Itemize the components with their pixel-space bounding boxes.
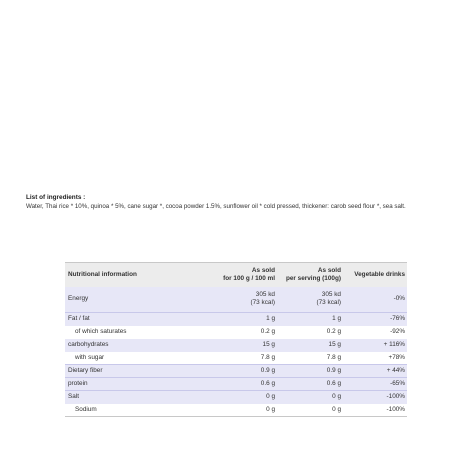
ingredients-title: List of ingredients : xyxy=(26,194,86,201)
row-carbohydrates-per-serving: 15 g xyxy=(328,341,341,348)
table-row xyxy=(65,378,407,391)
row-fiber-per-serving: 0.9 g xyxy=(277,365,343,378)
ingredients-section xyxy=(26,193,466,211)
ingredients-text: Water, Thai rice * 10%, quinoa * 5%, cane sugar *, cocoa powder 1.5%, sunflower oil * cold pressed, thickener: carob seed flour *, sea salt. xyxy=(26,203,406,210)
row-sugar-vegetable: +78% xyxy=(343,352,407,365)
header-per-serving xyxy=(277,263,343,287)
header-as-sold-100g xyxy=(213,263,277,287)
row-sodium-per-serving: 0 g xyxy=(277,404,343,417)
row-salt-vegetable: -100% xyxy=(386,393,405,401)
table-row xyxy=(65,365,407,378)
row-fat-as-sold: 1 g xyxy=(266,315,275,323)
header-nutritional-information: Nutritional information xyxy=(65,263,213,287)
table-row xyxy=(65,391,407,404)
row-energy-as-sold-kcal: (73 kcal) xyxy=(250,299,275,307)
row-energy-vegetable: -0% xyxy=(343,287,407,313)
row-energy-per-serving-kj: 305 kd xyxy=(321,291,341,299)
row-energy-per-serving xyxy=(277,287,343,313)
table-row xyxy=(65,339,407,352)
row-energy-per-serving-kcal: (73 kcal) xyxy=(316,299,341,307)
row-fat-vegetable: -76% xyxy=(390,315,405,323)
table-row xyxy=(65,326,407,339)
nutrition-header-row xyxy=(65,263,407,287)
table-row xyxy=(65,352,407,365)
row-protein-label: protein xyxy=(65,378,213,391)
row-protein-per-serving: 0.6 g xyxy=(277,378,343,391)
row-carbohydrates-label: carbohydrates xyxy=(68,341,109,348)
row-saturates-per-serving: 0.2 g xyxy=(326,328,341,335)
row-protein-as-sold: 0.6 g xyxy=(213,378,277,391)
row-fiber-label: Dietary fiber xyxy=(65,365,213,378)
nutrition-table xyxy=(65,262,407,417)
row-protein-vegetable: -65% xyxy=(343,378,407,391)
row-salt-per-serving: 0 g xyxy=(332,393,341,401)
row-saturates-vegetable: -92% xyxy=(390,328,405,335)
header-as-sold-100g-line1: As sold xyxy=(251,266,275,274)
row-sodium-as-sold: 0 g xyxy=(213,404,277,417)
row-fiber-vegetable: + 44% xyxy=(343,365,407,378)
header-per-serving-line1: As sold xyxy=(317,266,341,274)
header-as-sold-100g-line2: for 100 g / 100 ml xyxy=(223,274,275,282)
row-salt-label: Salt xyxy=(68,393,80,401)
row-fat-label: Fat / fat xyxy=(68,315,90,323)
row-saturates-as-sold: 0.2 g xyxy=(260,328,275,335)
table-row xyxy=(65,404,407,417)
header-per-serving-line2: per serving (100g) xyxy=(285,274,341,282)
row-sugar-label: with sugar xyxy=(65,352,213,365)
row-sodium-label: Sodium xyxy=(65,404,213,417)
row-carbohydrates-as-sold: 15 g xyxy=(262,341,275,348)
row-energy-as-sold xyxy=(213,287,277,313)
row-sodium-vegetable: -100% xyxy=(343,404,407,417)
row-fat-per-serving: 1 g xyxy=(332,315,341,323)
row-carbohydrates-vegetable: + 116% xyxy=(383,341,405,348)
table-row xyxy=(65,313,407,326)
row-sugar-per-serving: 7.8 g xyxy=(277,352,343,365)
row-energy-label: Energy xyxy=(65,287,213,313)
row-salt-as-sold: 0 g xyxy=(266,393,275,401)
row-fiber-as-sold: 0.9 g xyxy=(213,365,277,378)
header-vegetable-drinks: Vegetable drinks xyxy=(343,263,407,287)
table-row xyxy=(65,287,407,313)
row-saturates-label: of which saturates xyxy=(75,328,127,335)
row-energy-as-sold-kj: 305 kd xyxy=(255,291,275,299)
row-sugar-as-sold: 7.8 g xyxy=(213,352,277,365)
